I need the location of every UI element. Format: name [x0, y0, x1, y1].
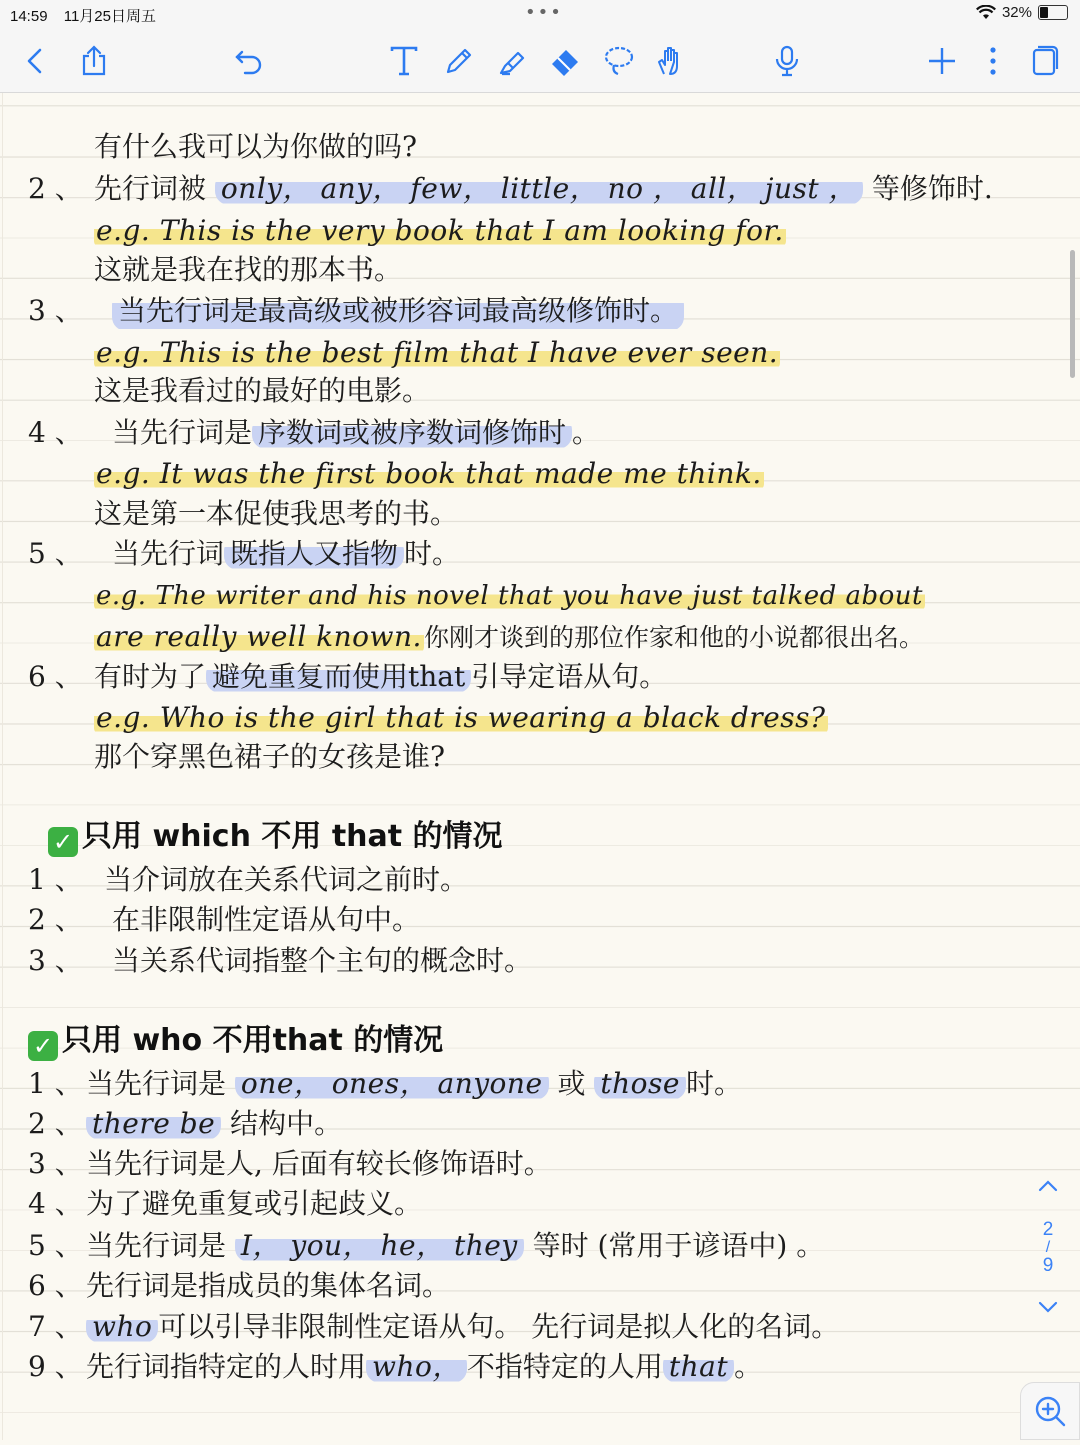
checkmark-icon: ✓	[28, 1031, 58, 1061]
highlight-blue: that	[663, 1350, 734, 1383]
status-time: 14:59	[10, 8, 48, 25]
item-number: 3 、	[28, 294, 83, 327]
highlight-blue: 避免重复而使用that	[206, 660, 471, 693]
hand-icon[interactable]	[654, 44, 688, 78]
highlight-yellow: e.g. This is the very book that I am looking for.	[96, 214, 784, 247]
translation-line: 这是我看过的最好的电影。	[94, 374, 431, 407]
scrollbar-thumb[interactable]	[1070, 250, 1075, 378]
item-text: 可以引导非限制性定语从句。 先行词是拟人化的名词。	[158, 1310, 840, 1343]
more-icon[interactable]	[976, 44, 1010, 78]
item-text: 。	[572, 416, 601, 449]
highlight-yellow: are really well known.	[96, 620, 422, 653]
wifi-icon	[976, 5, 996, 21]
item-text: 时。	[685, 1067, 742, 1100]
status-time-date	[10, 5, 168, 26]
highlight-blue: who	[86, 1310, 158, 1343]
item-number: 2 、	[28, 903, 83, 936]
item-number: 1 、	[28, 1067, 83, 1100]
pen-icon[interactable]	[442, 44, 476, 78]
section-heading-which	[48, 815, 503, 859]
translation-line: 这就是我在找的那本书。	[94, 253, 403, 286]
battery-icon	[1038, 5, 1068, 20]
eraser-icon[interactable]	[548, 44, 582, 78]
item-number: 9 、	[28, 1350, 83, 1383]
item-number: 3 、	[28, 1147, 83, 1180]
item-text: 当先行词是	[86, 1229, 227, 1262]
item-text: 当先行词	[112, 537, 225, 570]
highlight-blue: one， ones， anyone	[235, 1067, 549, 1100]
highlight-blue: only， any， few， little， no ， all， just ，	[215, 172, 863, 205]
item-text: 当先行词是	[112, 416, 253, 449]
item-text: 有时为了	[94, 660, 207, 693]
example-line	[94, 454, 764, 494]
share-icon[interactable]	[77, 44, 111, 78]
item-text: 当介词放在关系代词之前时。	[104, 863, 469, 896]
page-separator: /	[1045, 1239, 1051, 1256]
heading-text: 只用 which 不用 that 的情况	[82, 819, 503, 854]
item-number: 2 、	[28, 172, 83, 205]
highlight-blue: those	[594, 1067, 686, 1100]
item-text: 不指特定的人用	[466, 1350, 663, 1383]
page-margin-line	[2, 93, 3, 1440]
example-line	[94, 617, 924, 657]
status-date: 11月25日周五	[63, 8, 156, 25]
highlight-blue: 序数词或被序数词修饰时	[252, 416, 572, 449]
highlighter-icon[interactable]	[496, 44, 530, 78]
multitasking-dots-icon[interactable]: •••	[525, 2, 563, 23]
heading-text: 只用 who 不用that 的情况	[62, 1023, 444, 1058]
zoom-button[interactable]	[1020, 1382, 1080, 1440]
zoom-in-icon	[1021, 1383, 1080, 1441]
item-number: 3 、	[28, 944, 83, 977]
example-line	[94, 333, 780, 373]
text-tool-icon[interactable]	[387, 44, 421, 78]
item-number: 6 、	[28, 1269, 83, 1302]
highlight-blue: 当先行词是最高级或被形容词最高级修饰时。	[112, 291, 684, 331]
item-number: 2 、	[28, 1107, 83, 1140]
page-down-chevron-icon[interactable]	[1030, 1293, 1066, 1323]
checkmark-icon: ✓	[48, 827, 78, 857]
translation-line: 这是第一本促使我思考的书。	[94, 497, 459, 530]
item-number: 4 、	[28, 416, 83, 449]
item-text: 结构中。	[230, 1107, 343, 1140]
page-navigator	[1030, 1170, 1066, 1328]
highlight-blue: there be	[86, 1107, 221, 1140]
total-page-number: 9	[1042, 1255, 1054, 1276]
page-up-chevron-icon[interactable]	[1030, 1170, 1066, 1200]
highlight-blue: I， you， he， they	[235, 1229, 524, 1262]
note-line: 有什么我可以为你做的吗?	[94, 130, 418, 163]
translation-line: 那个穿黑色裙子的女孩是谁?	[94, 740, 446, 773]
item-number: 4 、	[28, 1187, 83, 1220]
back-chevron-icon[interactable]	[18, 44, 52, 78]
item-text: 引导定语从句。	[471, 660, 668, 693]
highlight-blue: 既指人又指物	[224, 537, 404, 570]
item-number: 5 、	[28, 1229, 83, 1262]
item-text: 先行词被	[94, 172, 207, 205]
example-line	[94, 698, 828, 738]
section-heading-who	[28, 1019, 443, 1063]
item-number: 7 、	[28, 1310, 83, 1343]
item-text: 或	[557, 1067, 586, 1100]
note-toolbar	[0, 30, 1080, 93]
highlight-yellow: e.g. Who is the girl that is wearing a black dress?	[96, 701, 826, 734]
translation-text: 你刚才谈到的那位作家和他的小说都很出名。	[423, 623, 924, 652]
item-text: 先行词指特定的人时用	[86, 1350, 367, 1383]
item-number: 6 、	[28, 660, 83, 693]
example-line	[94, 576, 925, 616]
item-text: 。	[734, 1350, 763, 1383]
item-number: 5 、	[28, 537, 83, 570]
battery-percent: 32%	[1001, 4, 1032, 21]
item-text: 当先行词是人, 后面有较长修饰语时。	[86, 1147, 552, 1180]
highlight-yellow: e.g. It was the first book that made me think.	[96, 457, 762, 490]
microphone-icon[interactable]	[770, 44, 804, 78]
undo-icon[interactable]	[232, 44, 266, 78]
status-right	[976, 4, 1068, 21]
item-text: 先行词是指成员的集体名词。	[86, 1269, 451, 1302]
highlight-blue: who，	[366, 1350, 467, 1383]
item-text: 在非限制性定语从句中。	[112, 903, 421, 936]
item-number: 1 、	[28, 863, 83, 896]
lasso-icon[interactable]	[602, 44, 636, 78]
highlight-yellow: e.g. This is the best film that I have ever seen.	[96, 336, 779, 369]
example-line	[94, 211, 786, 251]
highlight-yellow: e.g. The writer and his novel that you have just talked about	[96, 581, 923, 611]
item-text: 等修饰时.	[871, 172, 993, 205]
add-icon[interactable]	[925, 44, 959, 78]
status-bar	[0, 0, 1080, 30]
item-text: 等时 (常用于谚语中) 。	[532, 1229, 825, 1262]
current-page-number: 2	[1042, 1219, 1054, 1240]
item-text: 当关系代词指整个主句的概念时。	[112, 944, 533, 977]
pages-icon[interactable]	[1027, 44, 1061, 78]
item-text: 为了避免重复或引起歧义。	[86, 1187, 423, 1220]
item-text: 当先行词是	[86, 1067, 227, 1100]
item-text: 时。	[404, 537, 461, 570]
